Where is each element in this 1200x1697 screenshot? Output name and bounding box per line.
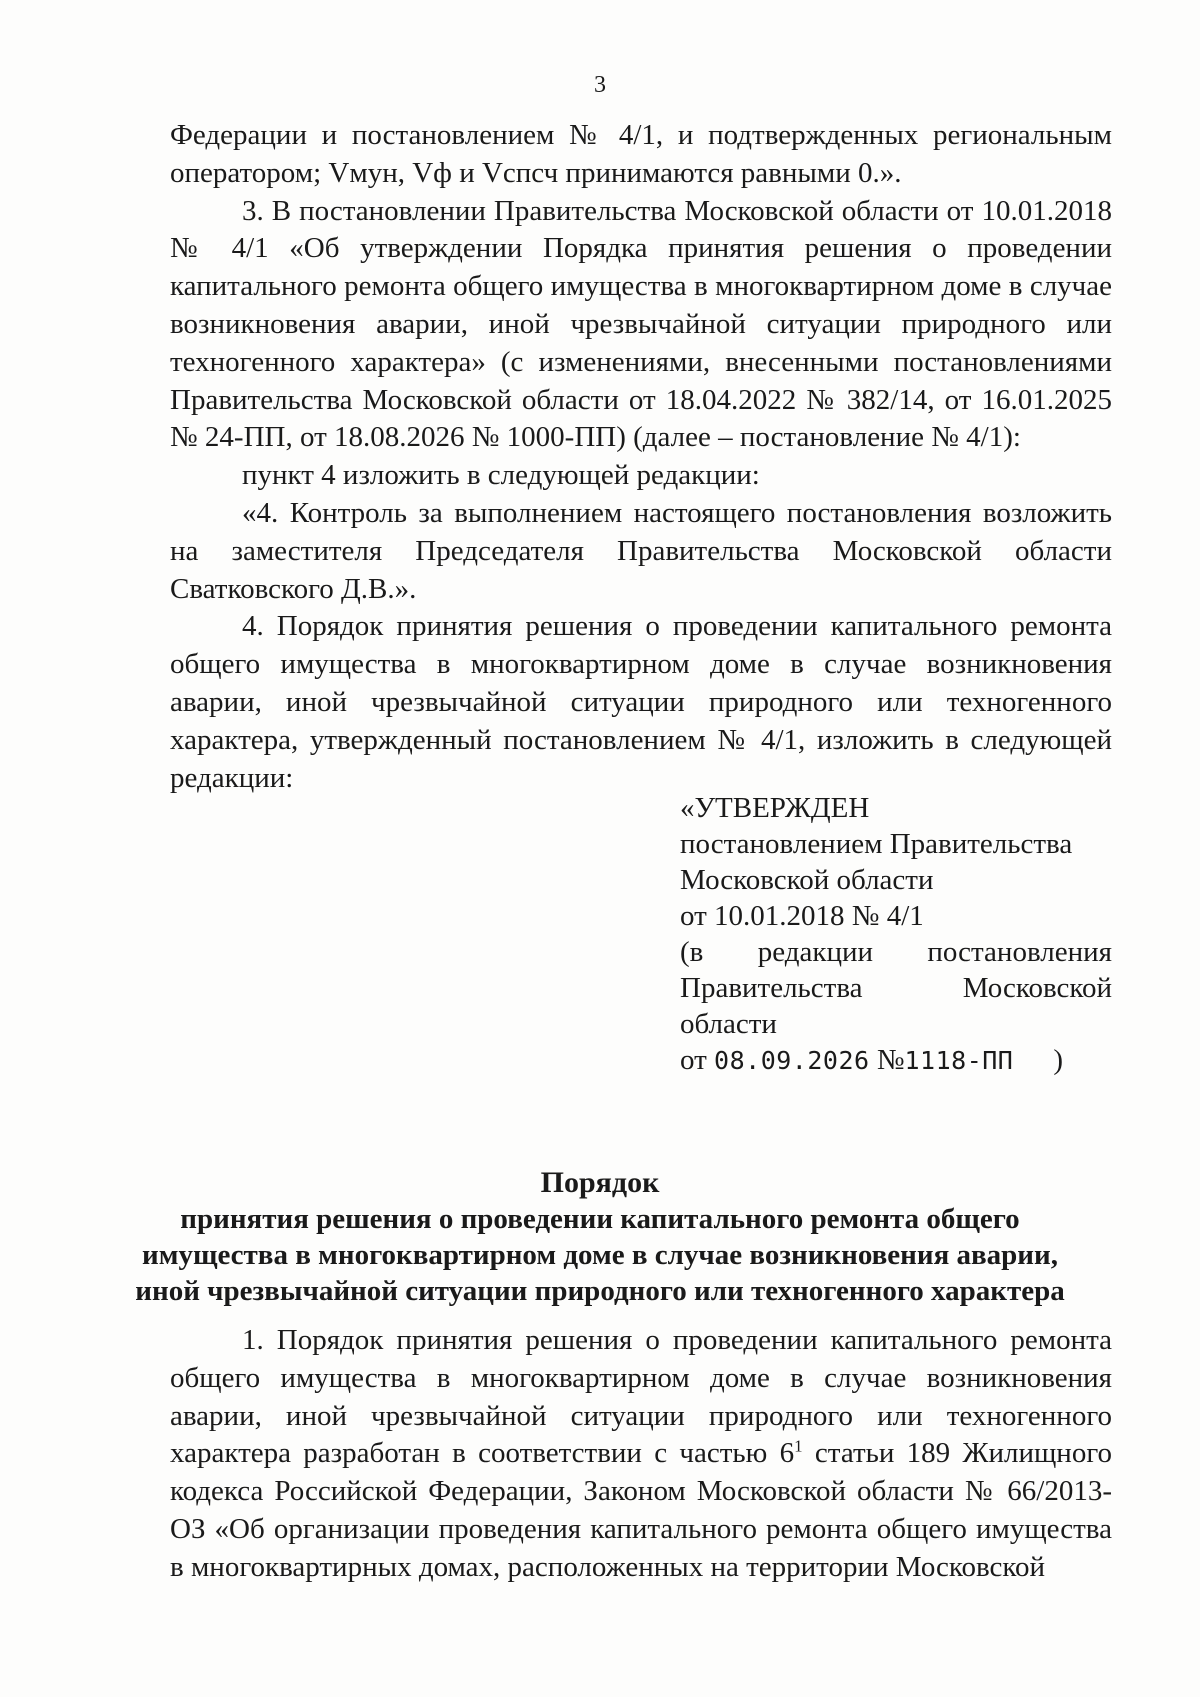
paragraph-point-4-instruction: пункт 4 изложить в следующей редакции: [242, 459, 760, 492]
approval-approved-label: «УТВЕРЖДЕН [680, 792, 870, 824]
approval-edition-decree: постановления [927, 936, 1112, 968]
approval-new-date: 08.09.2026 [714, 1046, 870, 1075]
paragraph-continuation: Федерации и постановлением № 4/1, и подтвержденных региональным оператором; Vмун, Vф и Vспсч принимаются равными 0.». [170, 119, 1112, 189]
approval-edition-open: (в [680, 936, 704, 968]
approval-line-oblast: области [680, 1008, 777, 1040]
procedure-subtitle-line-1: принятия решения о проведении капитального ремонта общего [180, 1203, 1020, 1235]
procedure-subtitle-line-3: иной чрезвычайной ситуации природного или техногенного характера [135, 1275, 1065, 1307]
approval-line-edition [680, 934, 1112, 970]
approval-line-government [680, 970, 1112, 1006]
approval-line-new-date [680, 1042, 1112, 1079]
text-block-bottom [170, 1322, 1112, 1587]
approval-edition-word: редакции [757, 936, 874, 968]
page-number: 3 [594, 72, 606, 98]
superscript-index: 1 [794, 1436, 803, 1456]
approval-moscow: Московской [962, 972, 1112, 1004]
paragraph-text-after-superscript: статьи 189 Жилищного кодекса Российской Федерации, Законом Московской области № 66/2013-ОЗ «Об организации проведения капитального ремонта общего имущества в многоквартирных домах, расположенных на территории Московской [170, 1437, 1112, 1583]
approval-government: Правительства [680, 972, 863, 1004]
procedure-subtitle-line-2: имущества в многоквартирном доме в случае возникновения аварии, [142, 1239, 1058, 1271]
approval-close-paren: ) [1053, 1044, 1064, 1076]
approval-line-region: Московской области [680, 864, 934, 896]
approval-from: от [680, 1044, 707, 1076]
approval-line-date: от 10.01.2018 № 4/1 [680, 900, 924, 932]
approval-stamp-block [680, 790, 1112, 1079]
paragraph-point-4-text: «4. Контроль за выполнением настоящего постановления возложить на заместителя Председателя Правительства Московской области Сватковского Д.В.». [170, 496, 1112, 605]
paragraph-procedure-item-1 [170, 1322, 1112, 1587]
text-block-top [170, 117, 1112, 797]
procedure-title: Порядок [540, 1166, 660, 1199]
approval-new-number: 1118-ПП [904, 1046, 1014, 1075]
paragraph-item-4: 4. Порядок принятия решения о проведении капитального ремонта общего имущества в многоквартирном доме в случае возникновения аварии, иной чрезвычайной ситуации природного или техногенного характера, утвержденный постановлением № 4/1, изложить в следующей редакции: [170, 610, 1112, 794]
procedure-heading [120, 1165, 1080, 1309]
approval-line-decree: постановлением Правительства [680, 828, 1073, 860]
approval-number-sign: № [876, 1044, 905, 1076]
paragraph-item-3: 3. В постановлении Правительства Московской области от 10.01.2018 № 4/1 «Об утверждении Порядка принятия решения о проведении капитального ремонта общего имущества в многоквартирном доме в случае возникновения аварии, иной чрезвычайной ситуации природного или техногенного характера» (с изменениями, внесенными постановлениями Правительства Московской области от 18.04.2022 № 382/14, от 16.01.2025 № 24-ПП, от 18.08.2026 № 1000-ПП) (далее – постановление № 4/1): [170, 194, 1112, 454]
paragraph-text-before-superscript: 1. Порядок принятия решения о проведении капитального ремонта общего имущества в многоквартирном доме в случае возникновения аварии, иной чрезвычайной ситуации природного или техногенного характера разработан в соответствии с частью 6 [170, 1324, 1112, 1470]
